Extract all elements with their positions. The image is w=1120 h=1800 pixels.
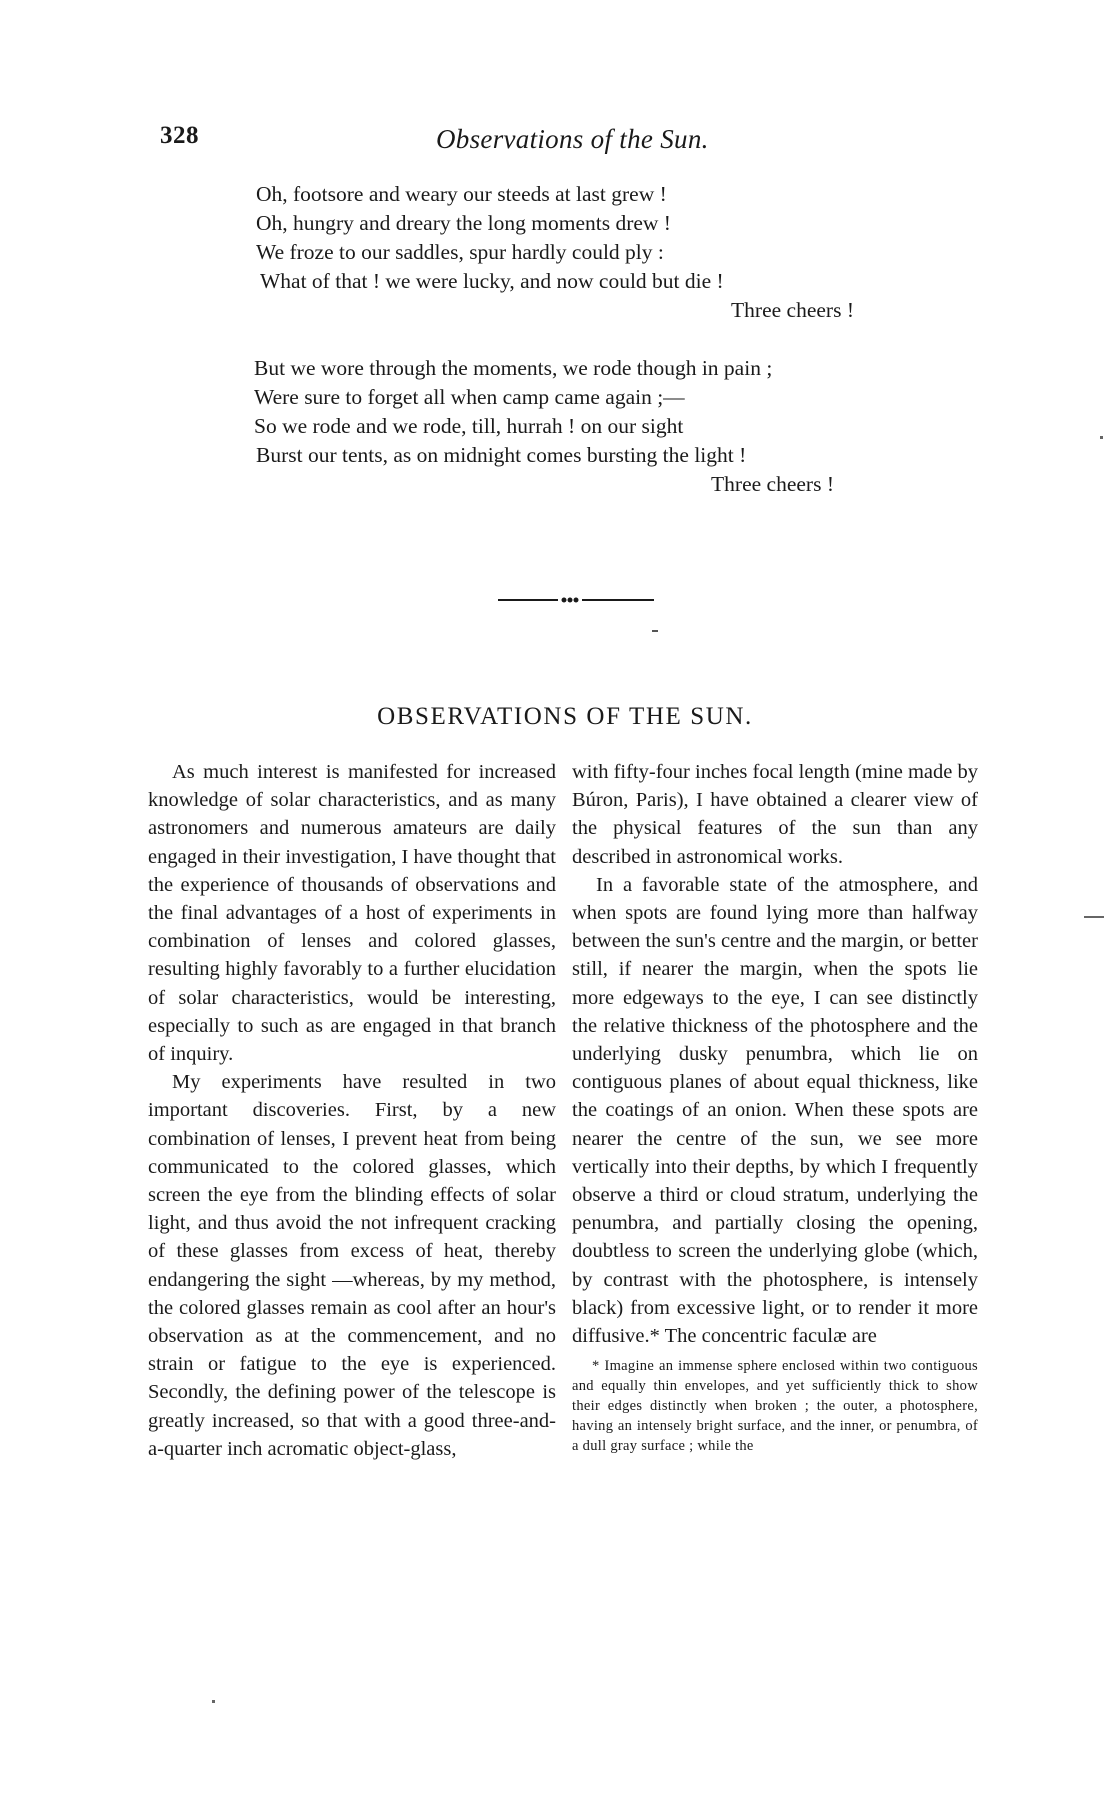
poem-refrain: Three cheers ! [731, 298, 854, 322]
margin-speck [1084, 916, 1104, 918]
paragraph: with fifty-four inches focal length (mine made by Búron, Paris), I have obtained a clearer view of the physical features of the sun than any described in astronomical works. [572, 761, 978, 868]
right-column [572, 758, 978, 1456]
paragraph: As much interest is manifested for increased knowledge of solar characteristics, and as many astronomers and numerous amateurs are daily engaged in their investigation, I have thought that the experience of thousands of observations and the final advantages of a host of experiments in combination of lenses and colored glasses, resulting highly favorably to a further elucidation of solar characteristics, would be interesting, especially to such as are engaged in that branch of inquiry. [148, 761, 556, 1066]
paragraph: My experiments have resulted in two important discoveries. First, by a new combination of lenses, I prevent heat from being communicated to the colored glasses, which screen the eye from the blinding effects of solar light, and thus avoid the not infrequent cracking of these glasses from excess of heat, thereby endangering the sight —whereas, by my method, the colored glasses remain as cool after an hour's observation as at the commencement, and no strain or fatigue to the eye is experienced. Secondly, the defining power of the telescope is greatly increased, so that with a good three-and-a-quarter inch acromatic object-glass, [148, 1071, 556, 1460]
running-head: Observations of the Sun. [436, 124, 709, 154]
poem-stanza-2 [254, 354, 894, 499]
left-column [148, 758, 556, 1463]
poem-line: Burst our tents, as on midnight comes bursting the light ! [256, 443, 747, 467]
paragraph: In a favorable state of the atmosphere, and when spots are found lying more than halfway between the sun's centre and the margin, or better still, if nearer the margin, when the spots lie more edgeways to the eye, I can see distinctly the relative thickness of the photosphere and the underlying dusky penumbra, which lie on contiguous planes of about equal thickness, like the coatings of an onion. When these spots are nearer the centre of the sun, we see more vertically into their depths, by which I frequently observe a third or cloud stratum, underlying the penumbra, and partially closing the opening, doubtless to screen the underlying globe (which, by contrast with the photosphere, is intensely black) from excessive light, or to render it more diffusive.* The concentric faculæ are [572, 873, 978, 1348]
poem-line: Oh, footsore and weary our steeds at last grew ! [256, 182, 667, 206]
poem-stanza-1 [254, 180, 894, 325]
page-number: 328 [160, 122, 199, 149]
margin-speck [212, 1700, 215, 1703]
margin-speck [1100, 436, 1103, 439]
article-title: OBSERVATIONS OF THE SUN. [377, 703, 753, 730]
print-speck [652, 630, 658, 632]
poem-line: What of that ! we were lucky, and now could but die ! [260, 269, 724, 293]
poem-line: So we rode and we rode, till, hurrah ! on our sight [254, 414, 684, 438]
poem-line: Were sure to forget all when camp came again ;— [254, 385, 685, 409]
footnote: * Imagine an immense sphere enclosed within two contiguous and equally thin envelopes, and yet sufficiently thick to show their edges distinctly when broken ; the outer, a photosphere, having an intensely bright surface, and the inner, or penumbra, of a dull gray surface ; while the [572, 1358, 978, 1455]
poem-line: Oh, hungry and dreary the long moments drew ! [256, 211, 671, 235]
poem-line: But we wore through the moments, we rode though in pain ; [254, 356, 773, 380]
poem-line: We froze to our saddles, spur hardly could ply : [256, 240, 664, 264]
section-divider-ornament [498, 592, 658, 608]
poem [254, 180, 894, 528]
poem-refrain: Three cheers ! [711, 472, 834, 496]
